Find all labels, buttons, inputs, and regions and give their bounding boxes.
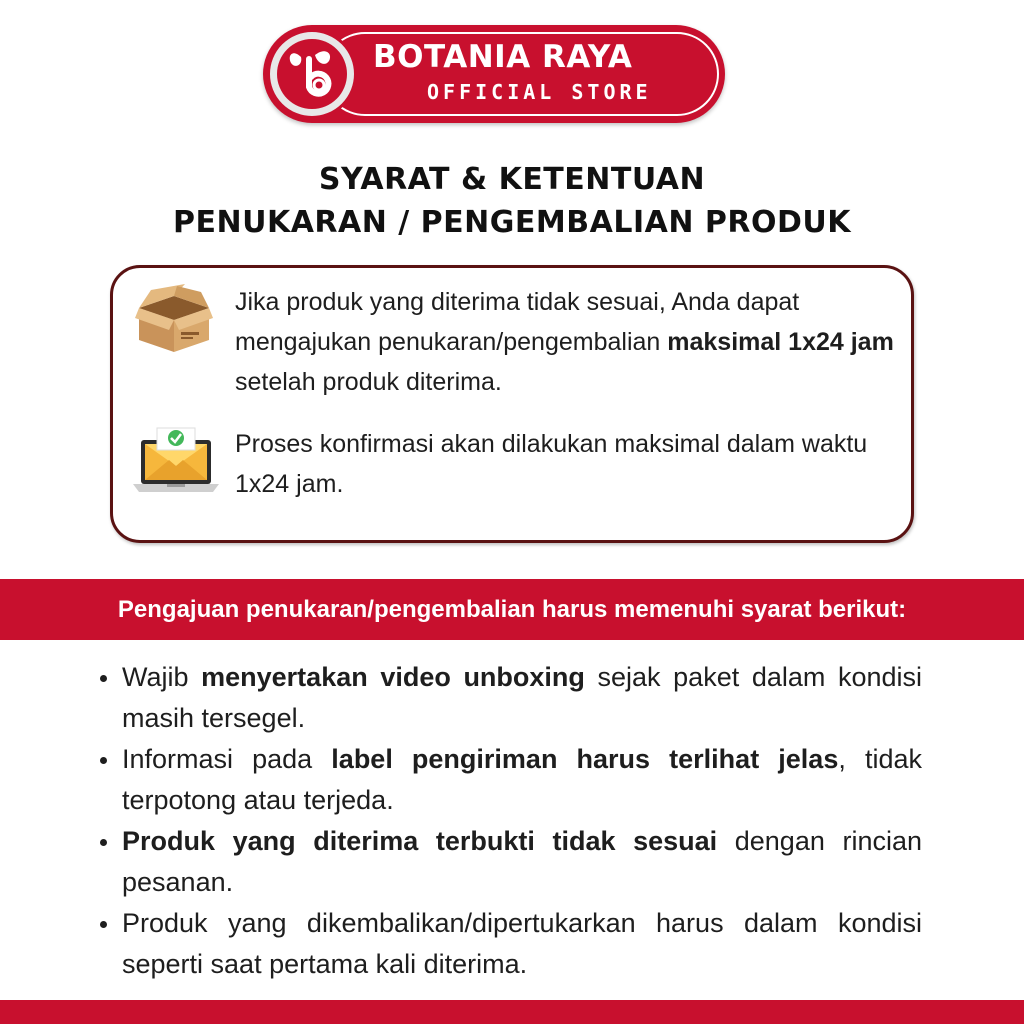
requirements-list	[98, 657, 922, 985]
cardboard-box-icon	[135, 284, 213, 354]
laptop-mail-check-icon	[133, 424, 219, 494]
info-box	[110, 265, 914, 543]
requirements-banner	[0, 579, 1024, 640]
info-text-confirmation: Proses konfirmasi akan dilakukan maksimal dalam waktu 1x24 jam.	[235, 430, 868, 498]
bullet-icon	[100, 839, 107, 846]
bottom-accent-bar	[0, 1000, 1024, 1024]
page-title-line-2: PENUKARAN / PENGEMBALIAN PRODUK	[173, 205, 851, 240]
bullet-icon	[100, 921, 107, 928]
brand-name: BOTANIA RAYA	[373, 39, 633, 75]
bullet-icon	[100, 757, 107, 764]
brand-logo	[263, 25, 725, 123]
bullet-icon	[100, 675, 107, 682]
list-item: Informasi pada label pengiriman harus terlihat jelas, tidak terpotong atau terjeda.	[98, 739, 922, 820]
list-item: Produk yang diterima terbukti tidak sesuai dengan rincian pesanan.	[98, 821, 922, 902]
list-item: Produk yang dikembalikan/dipertukarkan harus dalam kondisi seperti saat pertama kali diterima.	[98, 903, 922, 984]
brand-subtitle: OFFICIAL STORE	[427, 80, 652, 104]
list-item: Wajib menyertakan video unboxing sejak paket dalam kondisi masih tersegel.	[98, 657, 922, 738]
banner-text: Pengajuan penukaran/pengembalian harus memenuhi syarat berikut:	[117, 595, 907, 623]
page-title-line-1: SYARAT & KETENTUAN	[318, 162, 706, 197]
logo-emblem	[267, 29, 357, 119]
sprout-b-icon	[285, 47, 339, 101]
info-text-return-deadline: Jika produk yang diterima tidak sesuai, Anda dapat mengajukan penukaran/pengembalian maksimal 1x24 jam setelah produk diterima.	[235, 288, 894, 396]
